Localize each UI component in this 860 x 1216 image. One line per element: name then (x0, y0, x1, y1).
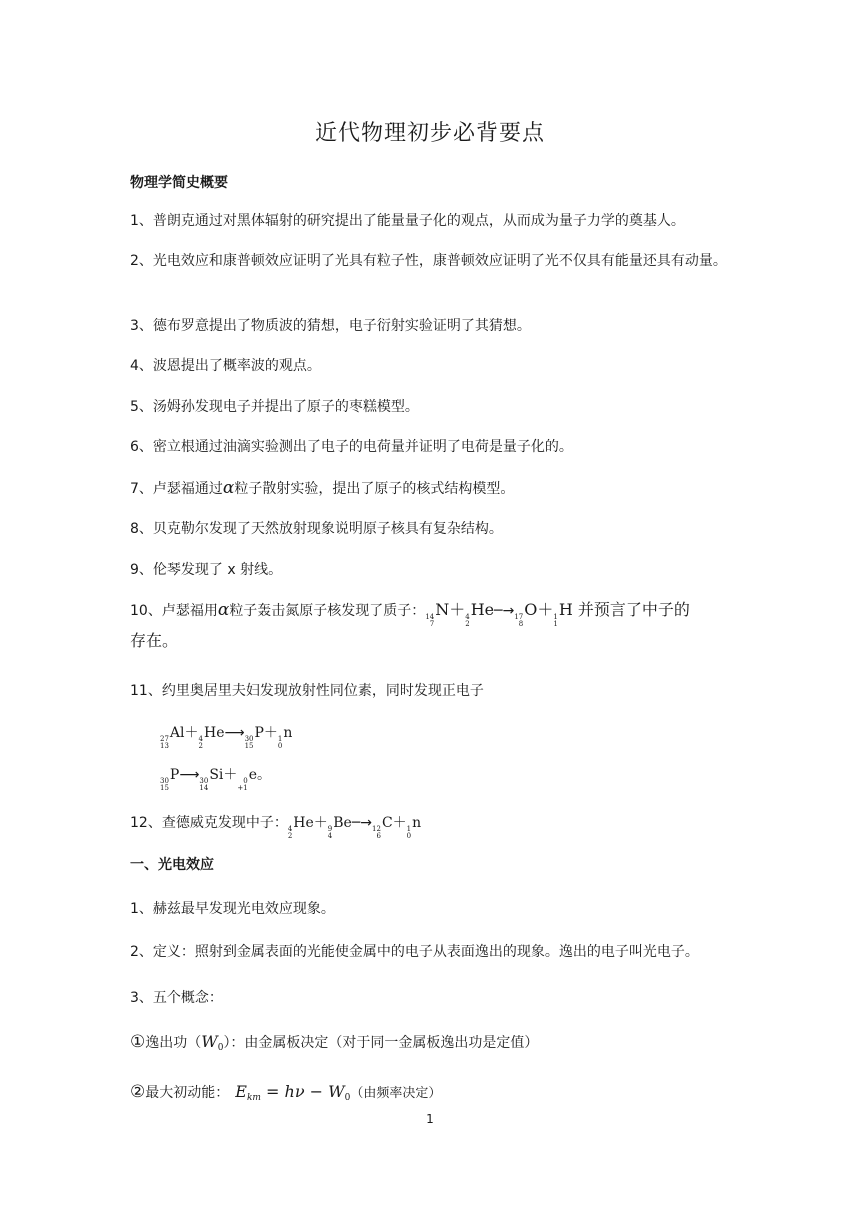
reaction-arrow: ⟶ (224, 725, 245, 741)
nuclide-si30: 30 14 Si (199, 767, 224, 792)
plus-sign: ＋ (184, 725, 199, 741)
nuclide-h1: 1 1 H (553, 600, 573, 628)
item10-pre: 10、卢瑟福用 (130, 603, 218, 619)
reaction-arrow: ⟶ (179, 767, 200, 783)
plus-sign: ＋ (537, 600, 554, 619)
plus-sign: ＋ (313, 815, 328, 831)
nuclide-p30: 30 15 P (160, 767, 180, 792)
section-heading-history: 物理学简史概要 (130, 175, 228, 191)
concept-max-kinetic-energy (130, 1080, 750, 1110)
photo-item-1: 1、赫兹最早发现光电效应现象。 (130, 901, 335, 917)
section-heading-photoelectric: 一、光电效应 (130, 857, 214, 873)
nuclide-p30: 30 15 P (244, 725, 264, 750)
nuclide-he4: 4 2 He (198, 725, 225, 750)
history-item-6: 6、密立根通过油滴实验测出了电子的电荷量并证明了电荷是量子化的。 (130, 439, 573, 455)
photo-item-3: 3、五个概念： (130, 990, 223, 1006)
history-item-7 (130, 477, 750, 500)
nuclide-he4: 4 2 He (465, 600, 495, 628)
history-item-12 (130, 812, 750, 840)
nuclide-he4: 4 2 He (287, 815, 314, 840)
item7-pre: 7、卢瑟福通过 (130, 481, 223, 497)
item10-post: 并预言了中子的 (572, 600, 690, 619)
concept-work-function (130, 1030, 750, 1060)
alpha-symbol: α (217, 600, 230, 620)
formula-ekm: $E_{km} = h\nu - W_0$ (235, 1082, 351, 1103)
concept-2-label: 最大初动能： (145, 1085, 230, 1101)
history-item-9: 9、伦琴发现了 x 射线。 (130, 562, 283, 578)
nuclide-be9: 9 4 Be (327, 815, 352, 840)
reaction-arrow: ─→ (351, 815, 373, 831)
equation-p-si (160, 764, 780, 792)
history-item-5: 5、汤姆孙发现电子并提出了原子的枣糕模型。 (130, 399, 419, 415)
item12-pre: 12、查德威克发现中子： (130, 815, 288, 831)
history-item-2: 2、光电效应和康普顿效应证明了光具有粒子性，康普顿效应证明了光不仅具有能量还具有动量。 (130, 253, 727, 269)
reaction-arrow: ─→ (494, 603, 515, 619)
circled-number-1: ① (130, 1032, 146, 1052)
history-item-3: 3、德布罗意提出了物质波的猜想，电子衍射实验证明了其猜想。 (130, 318, 531, 334)
work-function-symbol: $W_0$ (201, 1032, 224, 1053)
photo-item-2: 2、定义：照射到金属表面的光能使金属中的电子从表面逸出的现象。逸出的电子叫光电子。 (130, 944, 699, 960)
concept-1-text: ）：由金属板决定（对于同一金属板逸出功是定值） (223, 1035, 539, 1051)
nuclide-n1: 1 0 n (277, 725, 293, 750)
history-item-8: 8、贝克勒尔发现了天然放射现象说明原子核具有复杂结构。 (130, 521, 503, 537)
concept-1-label: 逸出功（ (145, 1035, 202, 1051)
history-item-10-cont: 存在。 (130, 631, 179, 650)
plus-sign: ＋ (449, 600, 466, 619)
nuclide-c12: 12 6 C (372, 815, 393, 840)
nuclide-al27: 27 13 Al (160, 725, 185, 750)
page-number: 1 (426, 1112, 434, 1126)
nuclide-o17: 17 8 O (514, 600, 538, 628)
nuclide-positron: 0 +1 e (237, 767, 258, 792)
history-item-1: 1、普朗克通过对黑体辐射的研究提出了能量量子化的观点，从而成为量子力学的奠基人。 (130, 213, 685, 229)
item7-post: 粒子散射实验，提出了原子的核式结构模型。 (234, 481, 515, 497)
plus-sign: ＋ (263, 725, 278, 741)
nuclide-n1: 1 0 n (406, 815, 422, 840)
equation-al-he (160, 722, 780, 750)
plus-sign: ＋ (392, 815, 407, 831)
history-item-10 (130, 598, 750, 628)
plus-sign: ＋ (223, 767, 238, 783)
page-title: 近代物理初步必背要点 (314, 121, 545, 146)
history-item-11: 11、约里奥居里夫妇发现放射性同位素，同时发现正电子 (130, 683, 484, 699)
nuclide-n14: 14 7 N (425, 600, 450, 628)
period: 。 (257, 767, 272, 783)
concept-2-text: （由频率决定） (350, 1086, 442, 1101)
alpha-symbol: α (222, 478, 235, 498)
circled-number-2: ② (130, 1082, 146, 1102)
item10-mid: 粒子轰击氮原子核发现了质子： (229, 603, 426, 619)
history-item-4: 4、波恩提出了概率波的观点。 (130, 358, 321, 374)
